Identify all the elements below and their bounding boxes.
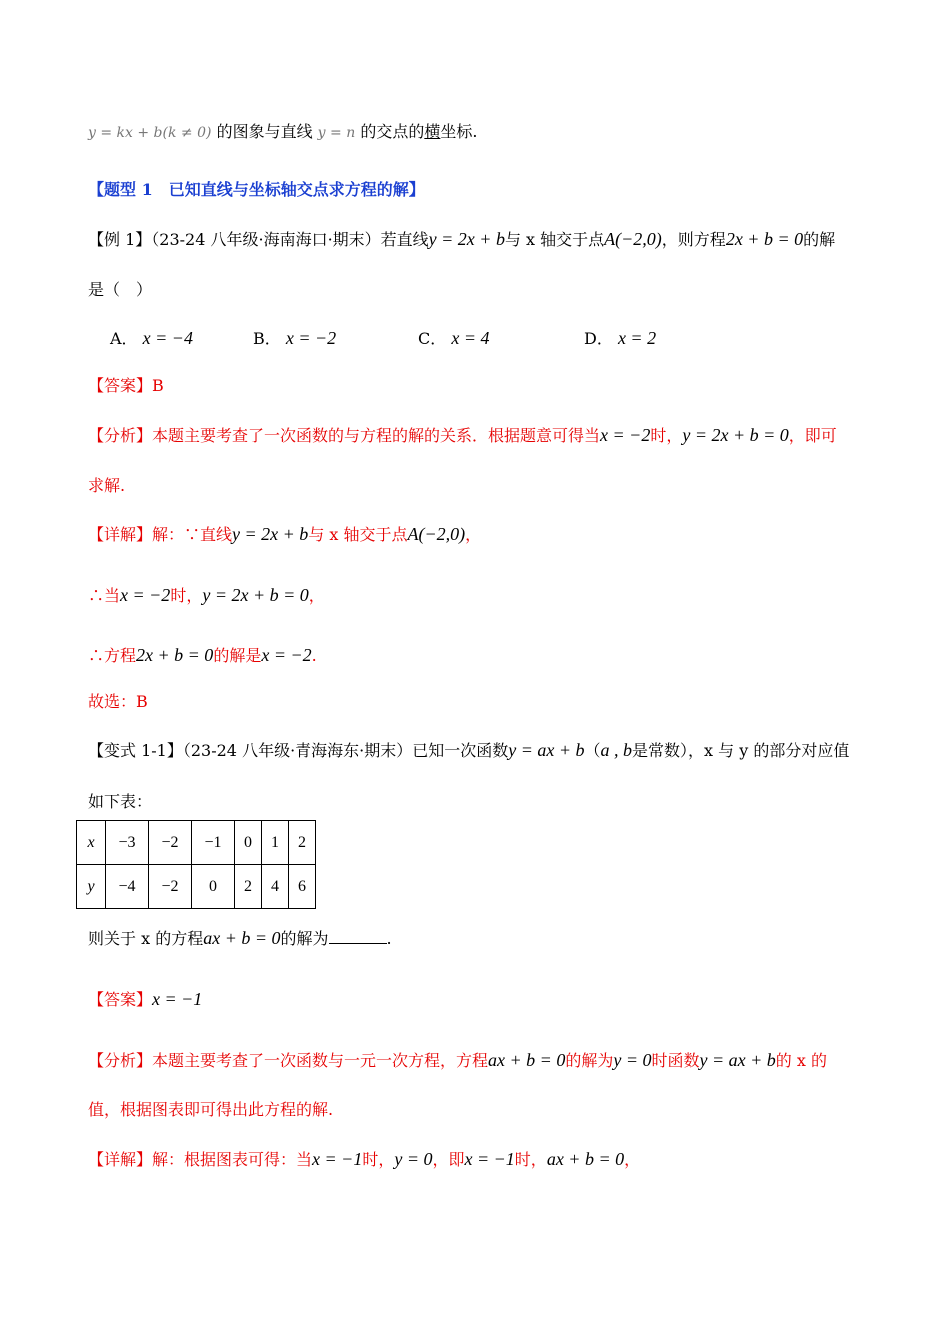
option-d-letter: D． bbox=[584, 329, 613, 348]
table-cell: 0 bbox=[192, 865, 235, 909]
example1-step2 bbox=[88, 643, 317, 668]
example1-math2: A(−2,0) bbox=[604, 229, 662, 249]
option-a bbox=[110, 326, 193, 349]
example1-answer: 【答案】B bbox=[88, 376, 164, 395]
step2-t2: 的解是 bbox=[213, 646, 262, 665]
v-a-t1: 本题主要考查了一次函数与一元一次方程，方程 bbox=[152, 1051, 489, 1070]
table-cell: 2 bbox=[289, 821, 316, 865]
table-cell: −3 bbox=[106, 821, 149, 865]
v-d-t5: ， bbox=[624, 1150, 641, 1169]
example1-analysis bbox=[88, 423, 837, 448]
variant-source: （23-24 八年级·青海海东·期末）已知一次函数 bbox=[182, 741, 509, 760]
option-b bbox=[253, 326, 336, 349]
variant-answer bbox=[88, 987, 202, 1012]
variant-analysis bbox=[88, 1048, 827, 1073]
section-title: 【题型 1 已知直线与坐标轴交点求方程的解】 bbox=[88, 180, 425, 199]
value-table bbox=[76, 820, 316, 909]
variant-label: 【变式 1-1】 bbox=[88, 741, 183, 760]
table-cell: −4 bbox=[106, 865, 149, 909]
option-b-letter: B． bbox=[253, 329, 281, 348]
example1-step1 bbox=[88, 583, 325, 608]
example1-label: 【例 1】 bbox=[88, 230, 152, 249]
table-cell: 0 bbox=[235, 821, 262, 865]
variant-question2 bbox=[88, 926, 392, 951]
v-a-t2: 的解为 bbox=[565, 1051, 614, 1070]
variant-answer-label: 【答案】 bbox=[88, 990, 153, 1009]
option-b-value: x = −2 bbox=[285, 328, 337, 348]
intro-line bbox=[88, 120, 477, 145]
step1-t3: ， bbox=[308, 586, 325, 605]
analysis-m2: y = 2x + b = 0 bbox=[682, 425, 789, 445]
table-cell: 6 bbox=[289, 865, 316, 909]
step1-t1: ∴当 bbox=[88, 586, 121, 605]
table-cell-y-label: y bbox=[77, 865, 106, 909]
table-cell: 2 bbox=[235, 865, 262, 909]
detail-label: 【详解】 bbox=[88, 525, 153, 544]
option-d bbox=[584, 326, 656, 349]
q-m1: ax + b = 0 bbox=[203, 928, 281, 948]
table-row-y bbox=[77, 865, 316, 909]
analysis-text: 本题主要考查了一次函数的与方程的解的关系．根据题意可得当 bbox=[152, 426, 601, 445]
example1-line2: 是（ ） bbox=[88, 280, 153, 299]
option-c bbox=[418, 326, 489, 349]
v-a-m3: y = ax + b bbox=[699, 1050, 776, 1070]
analysis-line2: 求解. bbox=[88, 476, 126, 495]
v-d-m4: ax + b = 0 bbox=[546, 1149, 625, 1169]
example1-t3: 的解 bbox=[803, 230, 836, 249]
variant-m2: a , b bbox=[600, 740, 633, 760]
v-d-m2: y = 0 bbox=[394, 1149, 433, 1169]
variant-answer-math: x = −1 bbox=[152, 989, 203, 1009]
intro-underlined: 横 bbox=[424, 122, 441, 141]
table-cell: −2 bbox=[149, 821, 192, 865]
q-t1: 则关于 x 的方程 bbox=[88, 929, 204, 948]
variant-t1: （ bbox=[584, 741, 601, 760]
example1-choice: 故选：B bbox=[88, 692, 148, 711]
table-cell: −2 bbox=[149, 865, 192, 909]
q-t2: 的解为 bbox=[280, 929, 329, 948]
step1-m1: x = −2 bbox=[120, 585, 171, 605]
variant-question bbox=[88, 738, 849, 763]
v-d-t4: 时， bbox=[514, 1150, 547, 1169]
variant-detail bbox=[88, 1147, 640, 1172]
table-cell: 1 bbox=[262, 821, 289, 865]
example1-math1: y = 2x + b bbox=[428, 229, 505, 249]
step2-m1: 2x + b = 0 bbox=[136, 645, 214, 665]
variant-line2: 如下表： bbox=[88, 792, 153, 811]
option-c-value: x = 4 bbox=[451, 328, 490, 348]
table-row-x bbox=[77, 821, 316, 865]
v-d-m1: x = −1 bbox=[312, 1149, 363, 1169]
q-t3: . bbox=[386, 929, 392, 948]
table-cell-x-label: x bbox=[77, 821, 106, 865]
v-d-t2: 时， bbox=[362, 1150, 395, 1169]
table-cell: −1 bbox=[192, 821, 235, 865]
detail-t1: 解：∵直线 bbox=[152, 525, 233, 544]
detail-m2: A(−2,0) bbox=[407, 524, 466, 544]
intro-formula: y = kx + b(k ≠ 0) bbox=[88, 125, 212, 141]
v-detail-label: 【详解】 bbox=[88, 1150, 153, 1169]
intro-text3: 坐标. bbox=[440, 122, 478, 141]
example1-detail bbox=[88, 522, 481, 547]
detail-t2: 与 x 轴交于点 bbox=[308, 525, 408, 544]
analysis-m1: x = −2 bbox=[600, 425, 651, 445]
option-c-letter: C． bbox=[418, 329, 447, 348]
variant-analysis-line2: 值，根据图表即可得出此方程的解. bbox=[88, 1100, 334, 1119]
v-a-t3: 时函数 bbox=[651, 1051, 700, 1070]
example1-question bbox=[88, 227, 835, 252]
v-d-t1: 解：根据图表可得：当 bbox=[152, 1150, 313, 1169]
option-a-letter: A． bbox=[110, 329, 138, 348]
step1-m2: y = 2x + b = 0 bbox=[202, 585, 309, 605]
table-cell: 4 bbox=[262, 865, 289, 909]
answer-blank bbox=[329, 929, 387, 944]
analysis-t2: 时， bbox=[650, 426, 683, 445]
step2-m2: x = −2 bbox=[261, 645, 312, 665]
intro-text1: 的图象与直线 bbox=[216, 122, 313, 141]
step2-t1: ∴方程 bbox=[88, 646, 137, 665]
variant-m1: y = ax + b bbox=[508, 740, 585, 760]
v-a-t4: 的 x 的 bbox=[775, 1051, 827, 1070]
variant-t2: 是常数），x 与 y 的部分对应值 bbox=[632, 741, 850, 760]
step2-t3: . bbox=[311, 646, 317, 665]
intro-formula2: y = n bbox=[317, 125, 356, 141]
example1-t2: ，则方程 bbox=[661, 230, 726, 249]
intro-text2: 的交点的 bbox=[360, 122, 425, 141]
step1-t2: 时， bbox=[170, 586, 203, 605]
detail-t3: ， bbox=[465, 525, 482, 544]
option-a-value: x = −4 bbox=[142, 328, 193, 348]
example1-math3: 2x + b = 0 bbox=[725, 229, 804, 249]
v-d-m3: x = −1 bbox=[464, 1149, 515, 1169]
v-d-t3: ，即 bbox=[432, 1150, 465, 1169]
analysis-label: 【分析】 bbox=[88, 426, 153, 445]
example1-source: （23-24 八年级·海南海口·期末）若直线 bbox=[151, 230, 429, 249]
detail-m1: y = 2x + b bbox=[232, 524, 309, 544]
v-analysis-label: 【分析】 bbox=[88, 1051, 153, 1070]
v-a-m1: ax + b = 0 bbox=[488, 1050, 566, 1070]
v-a-m2: y = 0 bbox=[613, 1050, 652, 1070]
example1-t1: 与 x 轴交于点 bbox=[504, 230, 605, 249]
analysis-t3: ，即可 bbox=[788, 426, 837, 445]
option-d-value: x = 2 bbox=[617, 328, 657, 348]
